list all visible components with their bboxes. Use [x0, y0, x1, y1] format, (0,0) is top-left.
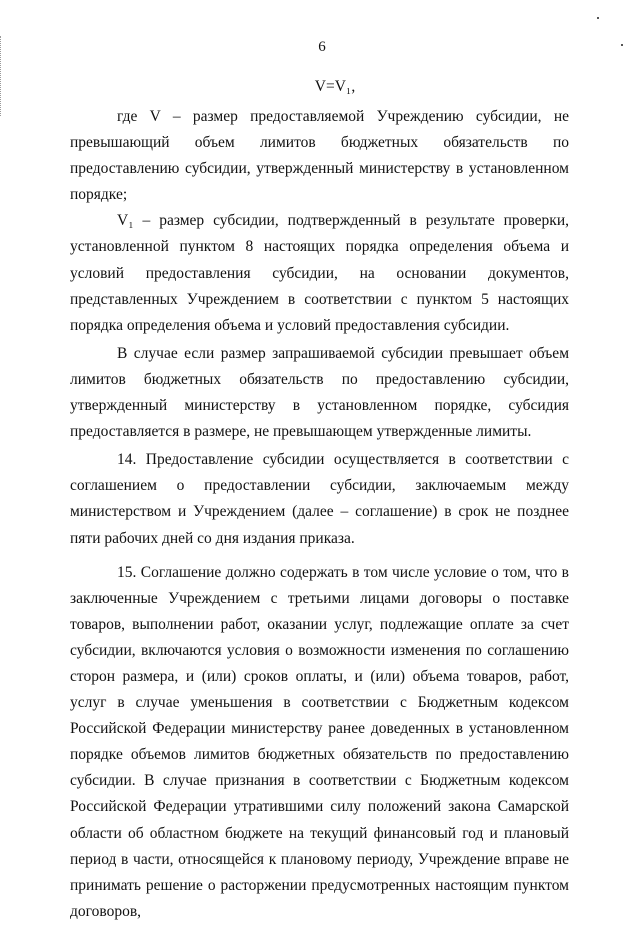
document-body [70, 104, 569, 925]
paragraph-clause-15: 15. Соглашение должно содержать в том числе условие о том, что в заключенные Учреждением с третьими лицами договоры о поставке товаров, выполнении работ, оказании услуг, подлежащие оплате за счет субсидии, включаются условия о возможности изменения по соглашению сторон размера, и (или) сроков оплаты, и (или) объема товаров, работ, услуг в случае уменьшения в соответствии с Бюджетным кодексом Российской Федерации министерству ранее доведенных в установленном порядке объемов лимитов бюджетных обязательств по предоставлению субсидии. В случае признания в соответствии с Бюджетным кодексом Российской Федерации утратившими силу положений закона Самарской области об областном бюджете на текущий финансовый год и плановый период в части, относящейся к плановому периоду, Учреждение вправе не принимать решение о расторжении предусмотренных настоящим пунктом договоров, [70, 563, 569, 920]
paragraph-limit-case: В случае если размер запрашиваемой субсидии превышает объем лимитов бюджетных обязательств по предоставлению субсидии, утвержденный министерству в установленном порядке, субсидия предоставляется в размере, не превышающем утвержденные лимиты. [70, 344, 569, 441]
scan-speck [597, 17, 599, 19]
page-number: 6 [318, 39, 326, 55]
paragraph-v1-definition: V₁ – размер субсидии, подтвержденный в результате проверки, установленной пунктом 8 настоящих порядка определения объема и условий предоставления субсидии, на основании документов, представленных Учреждением в соответствии с пунктом 5 настоящих порядка определения объема и условий предоставления субсидии. [70, 212, 569, 334]
paragraph-v-definition: где V – размер предоставляемой Учреждению субсидии, не превышающий объем лимитов бюджетных обязательств по предоставлению субсидии, утвержденный министерству в установленном порядке; [70, 108, 569, 204]
formula: V=V₁, [314, 78, 356, 95]
paragraph-clause-14: 14. Предоставление субсидии осуществляется в соответствии с соглашением о предоставлении субсидии, заключаемым между министерством и Учреждением (далее – соглашение) в срок не позднее пяти рабочих дней со дня издания приказа. [70, 451, 569, 547]
